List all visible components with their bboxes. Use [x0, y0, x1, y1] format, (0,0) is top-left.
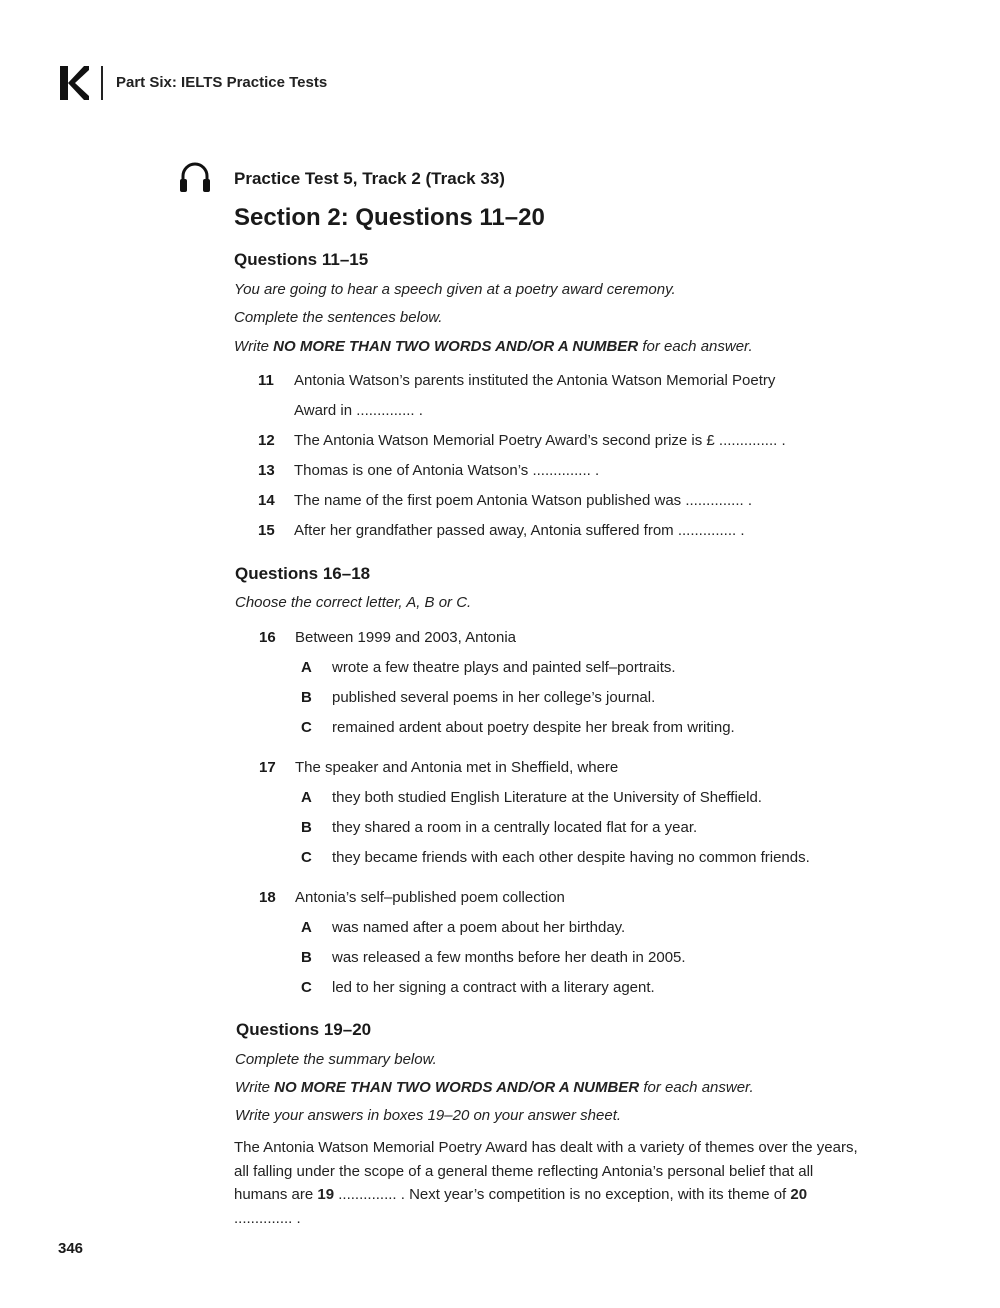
question-number: 11	[258, 372, 274, 389]
summary-paragraph	[234, 1136, 864, 1231]
option-text: remained ardent about poetry despite her break from writing.	[332, 719, 735, 736]
question-number: 14	[258, 492, 275, 509]
option-text: they became friends with each other despite having no common friends.	[332, 849, 810, 866]
option-letter: B	[301, 819, 312, 836]
header-divider	[101, 66, 103, 100]
question-number: 12	[258, 432, 275, 449]
question-number: 19	[317, 1186, 335, 1204]
option-letter: C	[301, 849, 312, 866]
instruction-emphasis: NO MORE THAN TWO WORDS AND/OR A NUMBER	[274, 1079, 640, 1096]
option-letter: A	[301, 659, 312, 676]
track-label: Practice Test 5, Track 2 (Track 33)	[234, 169, 505, 188]
option-text: they shared a room in a centrally located flat for a year.	[332, 819, 698, 836]
option-text: they both studied English Literature at the University of Sheffield.	[332, 789, 762, 806]
question-text: After her grandfather passed away, Antonia suffered from .............. .	[294, 522, 745, 539]
kaplan-logo-icon	[58, 64, 90, 102]
option-text: wrote a few theatre plays and painted self–portraits.	[332, 659, 676, 676]
question-text: The Antonia Watson Memorial Poetry Award’s second prize is £ .............. .	[294, 432, 786, 449]
instruction-text: You are going to hear a speech given at a poetry award ceremony.	[234, 281, 676, 298]
question-number: 20	[790, 1186, 808, 1204]
option-text: was released a few months before her death in 2005.	[332, 949, 686, 966]
instruction-text: Write	[235, 1079, 275, 1096]
instruction-text: for each answer.	[638, 338, 753, 355]
question-number: 18	[259, 889, 276, 906]
option-letter: A	[301, 919, 312, 936]
instruction-emphasis: NO MORE THAN TWO WORDS AND/OR A NUMBER	[273, 338, 639, 355]
option-text: led to her signing a contract with a literary agent.	[332, 979, 655, 996]
instruction-text: for each answer.	[639, 1079, 754, 1096]
page-number: 346	[58, 1240, 84, 1257]
option-text: was named after a poem about her birthday.	[332, 919, 626, 936]
question-stem: Between 1999 and 2003, Antonia	[295, 629, 517, 646]
question-text: The name of the first poem Antonia Watson published was .............. .	[294, 492, 753, 509]
question-number: 17	[259, 759, 276, 776]
question-stem: The speaker and Antonia met in Sheffield, where	[295, 759, 619, 776]
option-letter: B	[301, 689, 312, 706]
option-letter: B	[301, 949, 312, 966]
option-text: published several poems in her college’s journal.	[332, 689, 656, 706]
question-text: Antonia Watson’s parents instituted the Antonia Watson Memorial Poetry	[294, 372, 776, 389]
section-title: Section 2: Questions 11–20	[234, 204, 545, 231]
questions-11-15-heading: Questions 11–15	[234, 250, 369, 269]
instruction-word-limit	[234, 338, 753, 355]
option-letter: C	[301, 719, 312, 736]
option-letter: A	[301, 789, 312, 806]
running-head: Part Six: IELTS Practice Tests	[116, 74, 328, 91]
question-number: 15	[258, 522, 275, 539]
instruction-word-limit	[235, 1079, 754, 1096]
instruction-text: Complete the sentences below.	[234, 309, 443, 326]
question-text: Thomas is one of Antonia Watson’s .............. .	[294, 462, 600, 479]
headphones-icon	[178, 160, 212, 194]
summary-text: The Antonia Watson Memorial Poetry Award has dealt with a variety of themes over the years, all falling under the scope of a general theme reflecting Antonia’s personal belief that all humans are	[234, 1139, 858, 1204]
question-text: Award in .............. .	[294, 402, 423, 419]
question-number: 13	[258, 462, 275, 479]
questions-19-20-heading: Questions 19–20	[236, 1020, 372, 1039]
summary-text: .............. .	[234, 1210, 301, 1228]
questions-16-18-heading: Questions 16–18	[235, 564, 371, 583]
instruction-text: Choose the correct letter, A, B or C.	[235, 594, 472, 611]
question-number: 16	[259, 629, 276, 646]
option-letter: C	[301, 979, 312, 996]
summary-text: .............. . Next year’s competition is no exception, with its theme of	[334, 1186, 791, 1204]
instruction-text: Write your answers in boxes 19–20 on your answer sheet.	[235, 1107, 622, 1124]
instruction-text: Write	[234, 338, 274, 355]
question-stem: Antonia’s self–published poem collection	[295, 889, 565, 906]
instruction-text: Complete the summary below.	[235, 1051, 437, 1068]
